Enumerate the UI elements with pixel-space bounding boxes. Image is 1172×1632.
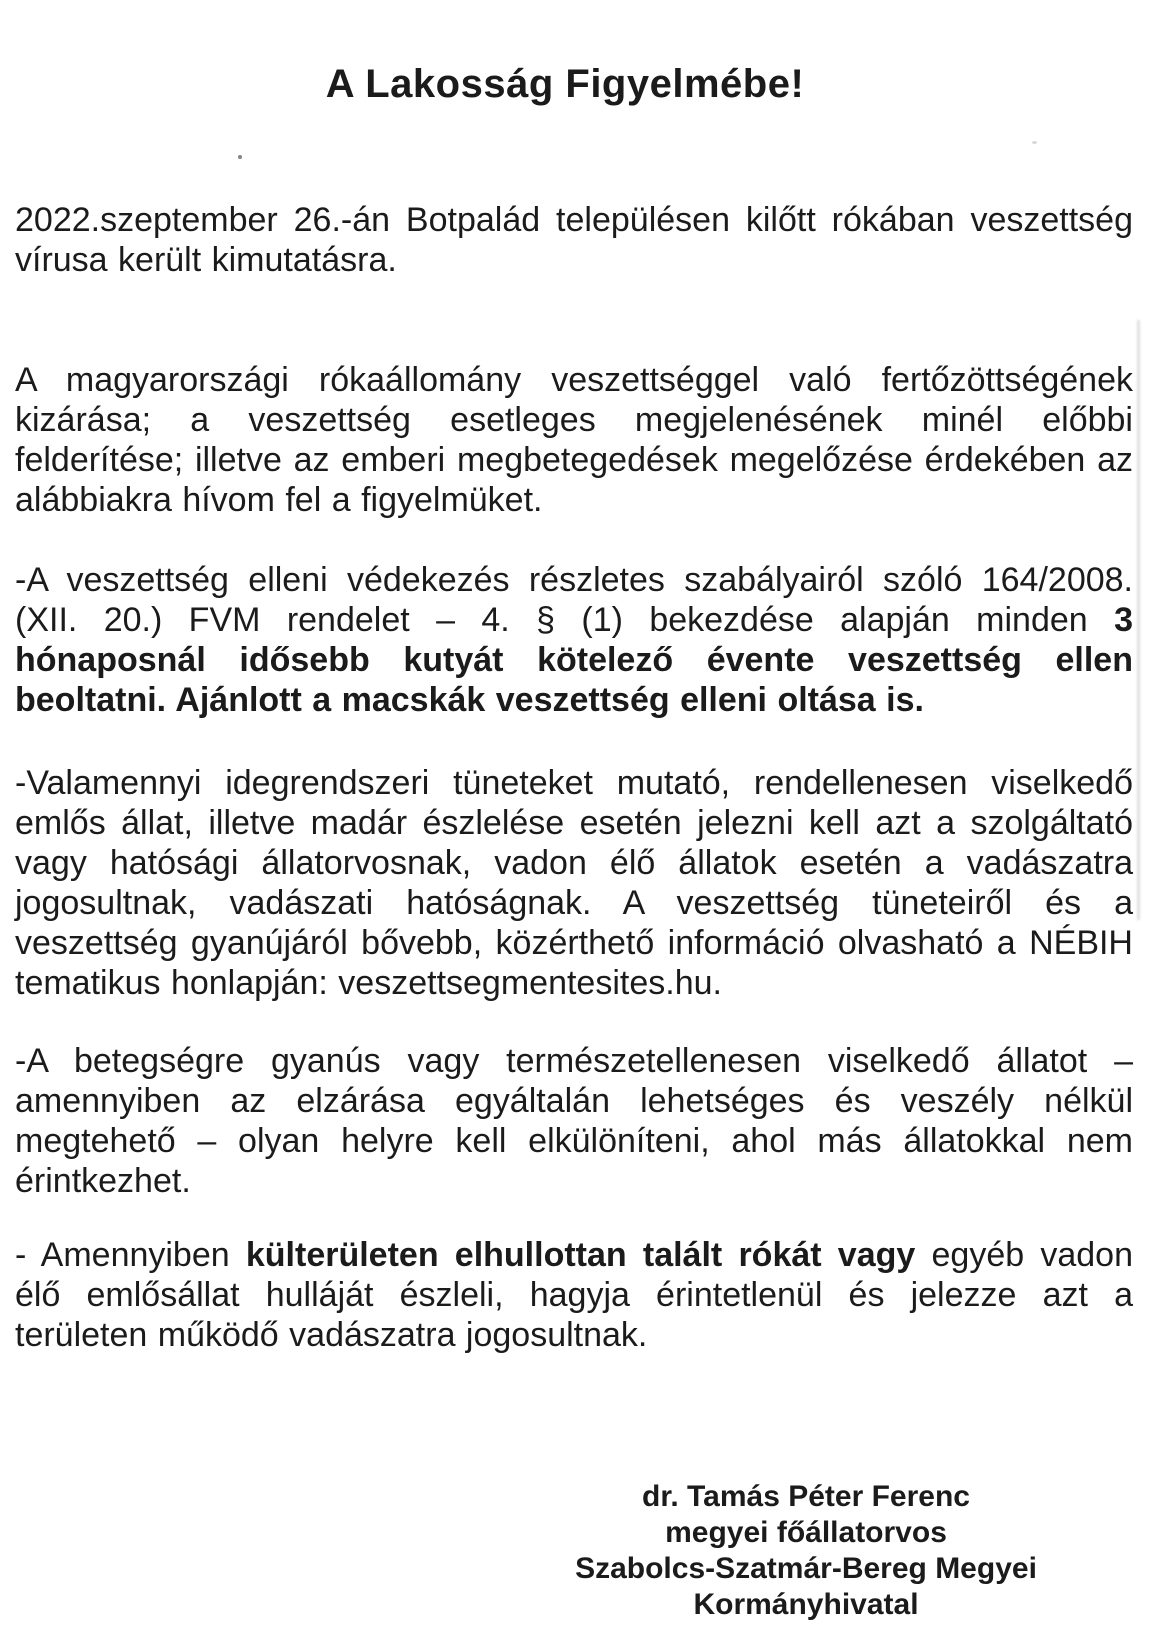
signature-name: dr. Tamás Péter Ferenc [642, 1480, 970, 1513]
body-text: egyéb vadon élő emlősállat hulláját észleli, hagyja érintetlenül és jelezze azt a területen működő vadászatra jogosultnak. [15, 1236, 1133, 1354]
paragraph-isolation-rule [15, 1041, 1133, 1201]
signature-role: megyei főállatorvos [665, 1516, 947, 1549]
signature-block [546, 1479, 1066, 1623]
body-text: - Amennyiben [15, 1236, 246, 1274]
scan-speck [1032, 141, 1037, 144]
signature-organization-line-1: Szabolcs-Szatmár-Bereg Megyei [575, 1552, 1037, 1585]
paragraph-reporting-obligation [15, 763, 1133, 1003]
emphasized-text: 3 hónaposnál idősebb kutyát kötelező évente veszettség ellen beoltatni. Ajánlott a macskák veszettség elleni oltása is. [15, 601, 1133, 719]
scan-edge-shadow [1137, 320, 1140, 920]
body-text: -Valamennyi idegrendszeri tüneteket mutató, rendellenesen viselkedő emlős állat, illetve madár észlelése esetén jelezni kell azt a szolgáltató vagy hatósági állatorvosnak, vadon élő állatok esetén a vadászatra jogosultnak, vadászati hatóságnak. A veszettség tüneteiről és a veszettség gyanújáról bővebb, közérthető információ olvasható a NÉBIH tematikus honlapján: veszettsegmentesites.hu. [15, 764, 1133, 1002]
paragraph-carcass-handling [15, 1235, 1133, 1355]
signature-organization-line-2: Kormányhivatal [693, 1588, 919, 1621]
paragraph-case-report [15, 200, 1133, 280]
body-text: A magyarországi rókaállomány veszettséggel való fertőzöttségének kizárása; a veszettség esetleges megjelenésének minél előbbi felderítése; illetve az emberi megbetegedések megelőzése érdekében az alábbiakra hívom fel a figyelmüket. [15, 361, 1133, 519]
body-text: -A veszettség elleni védekezés részletes szabályairól szóló 164/2008. (XII. 20.) FVM rendelet – 4. § (1) bekezdése alapján minden [15, 561, 1133, 639]
body-text: -A betegségre gyanús vagy természetellenesen viselkedő állatot – amennyiben az elzárása egyáltalán lehetséges és veszély nélkül megtehető – olyan helyre kell elkülöníteni, ahol más állatokkal nem érintkezhet. [15, 1042, 1133, 1200]
page-title: A Lakosság Figyelmébe! [325, 62, 805, 106]
scan-speck [238, 155, 242, 159]
body-text: 2022.szeptember 26.-án Botpalád településen kilőtt rókában veszettség vírusa került kimutatásra. [15, 201, 1133, 279]
paragraph-purpose [15, 360, 1133, 520]
paragraph-vaccination-rule [15, 560, 1133, 720]
emphasized-text: külterületen elhullottan talált rókát vagy [245, 1236, 916, 1274]
